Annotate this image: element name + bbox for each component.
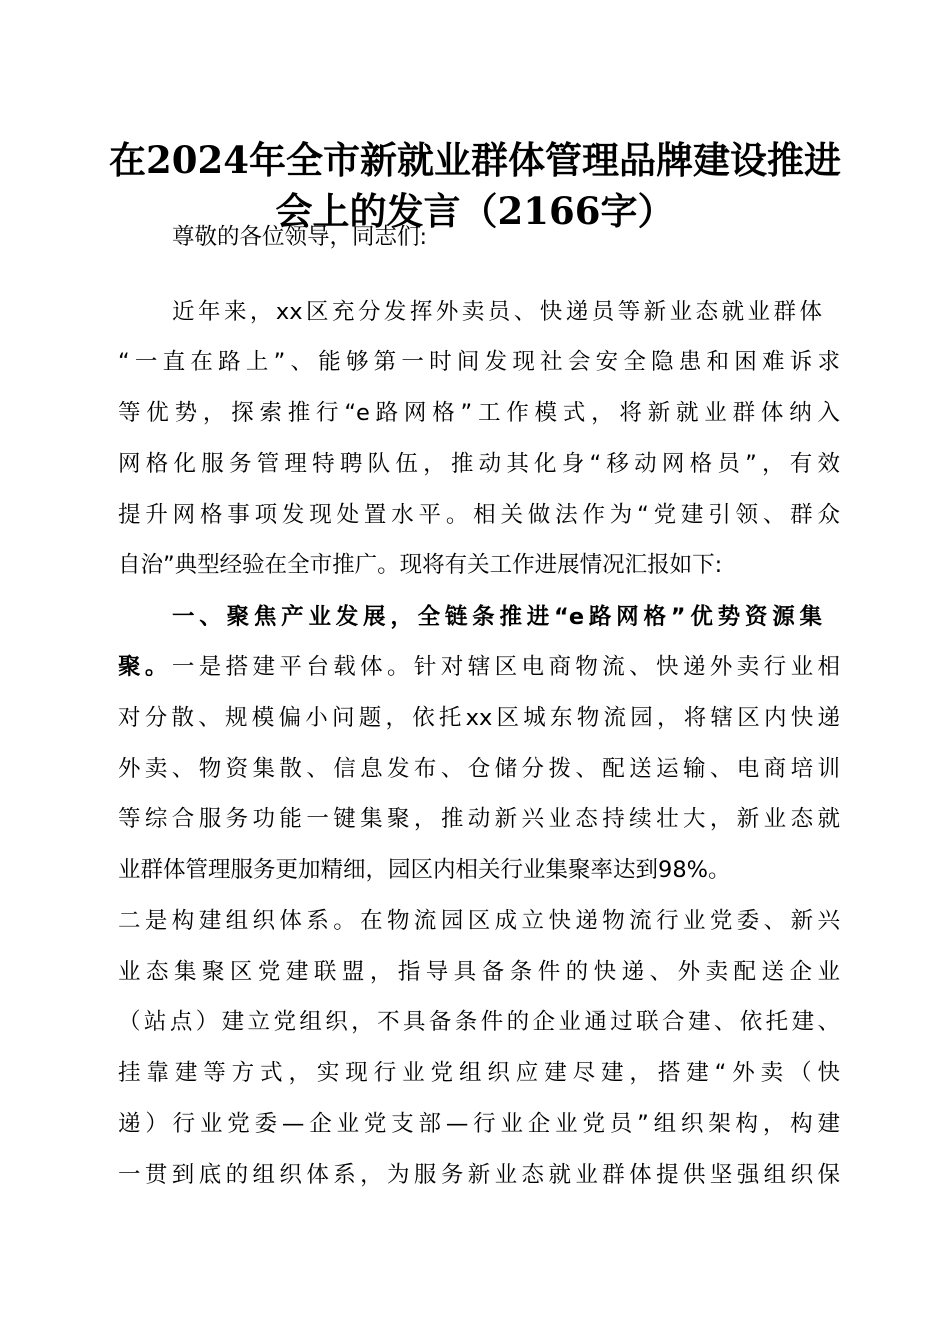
document-title-line-2: 会上的发言（2166字） (275, 189, 675, 233)
paragraph-line: 一贯到底的组织体系，为服务新业态就业群体提供坚强组织保 (118, 1162, 840, 1188)
section-heading: 一、聚焦产业发展，全链条推进“e路网格”优势资源集 (172, 604, 822, 630)
section-heading-continuation (118, 652, 840, 682)
paragraph-line: 等优势，探索推行“e路网格”工作模式，将新就业群体纳入 (118, 400, 840, 426)
paragraph-line: 自治”典型经验在全市推广。现将有关工作进展情况汇报如下: (118, 552, 723, 578)
paragraph-line: 挂靠建等方式，实现行业党组织应建尽建，搭建“外卖（快 (118, 1060, 840, 1086)
paragraph-line: 业态集聚区党建联盟，指导具备条件的快递、外卖配送企业 (118, 959, 840, 985)
paragraph-line: 近年来，xx区充分发挥外卖员、快递员等新业态就业群体 (172, 299, 822, 325)
paragraph-line: 外卖、物资集散、信息发布、仓储分拨、配送运输、电商培训 (118, 756, 840, 782)
paragraph-line: 递）行业党委—企业党支部—行业企业党员”组织架构，构建 (118, 1111, 840, 1137)
paragraph-line: 业群体管理服务更加精细，园区内相关行业集聚率达到98%。 (118, 857, 731, 883)
paragraph-line: （站点）建立党组织，不具备条件的企业通过联合建、依托建、 (118, 1009, 840, 1035)
document-title-line-1: 在2024年全市新就业群体管理品牌建设推进 (109, 138, 841, 182)
salutation: 尊敬的各位领导，同志们: (172, 224, 428, 250)
section-body-start: 一是搭建平台载体。针对辖区电商物流、快递外卖行业相 (171, 654, 840, 680)
paragraph-line: 提升网格事项发现处置水平。相关做法作为“党建引领、群众 (118, 502, 840, 528)
paragraph-line: 等综合服务功能一键集聚，推动新兴业态持续壮大，新业态就 (118, 806, 840, 832)
paragraph-line: 对分散、规模偏小问题，依托xx区城东物流园，将辖区内快递 (118, 705, 840, 731)
section-heading-end: 聚。 (118, 654, 172, 680)
paragraph-line: “一直在路上”、能够第一时间发现社会安全隐患和困难诉求 (118, 349, 840, 375)
paragraph-line: 网格化服务管理特聘队伍，推动其化身“移动网格员”，有效 (118, 451, 840, 477)
paragraph-line: 二是构建组织体系。在物流园区成立快递物流行业党委、新兴 (118, 908, 840, 934)
